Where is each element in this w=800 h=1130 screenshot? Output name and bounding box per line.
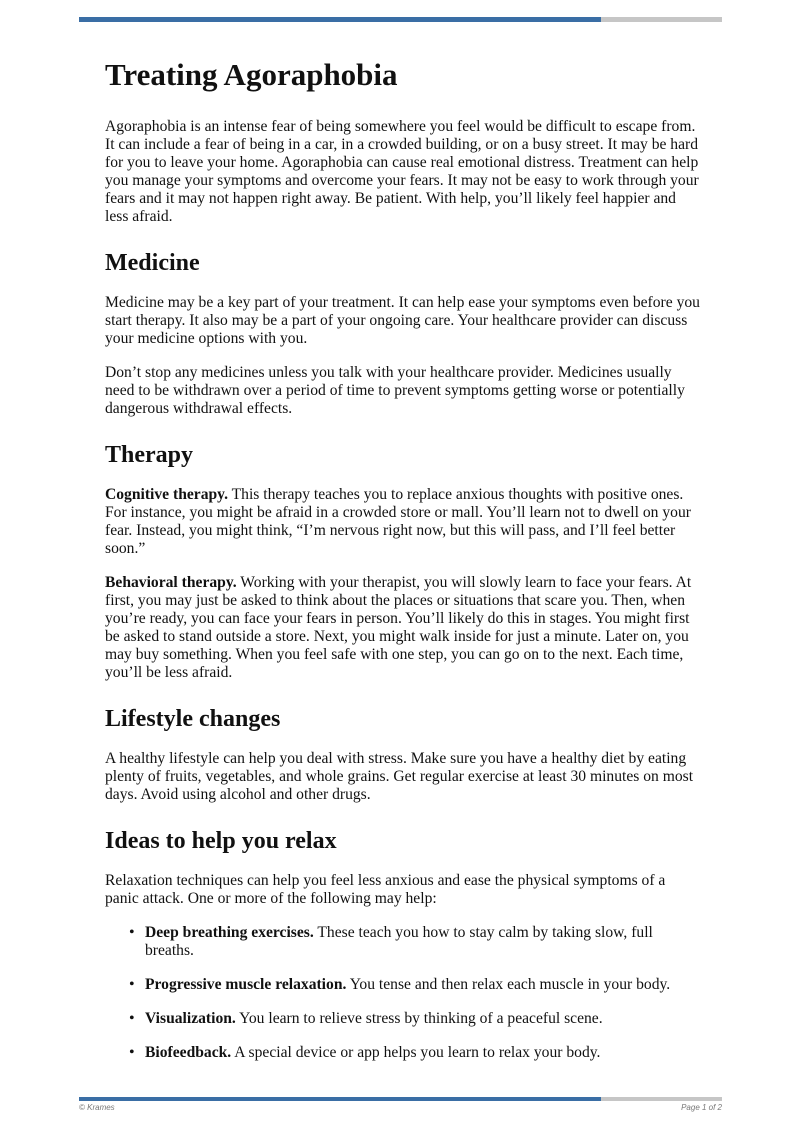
- list-item-visualization: [145, 1010, 701, 1028]
- lifestyle-heading: Lifestyle changes: [105, 706, 281, 732]
- document-body: [105, 56, 701, 1078]
- relax-heading: Ideas to help you relax: [105, 828, 337, 854]
- footer-rule-gray: [601, 1097, 722, 1101]
- footer-rule: [79, 1097, 722, 1101]
- list-item-text: You tense and then relax each muscle in your body.: [346, 976, 671, 993]
- list-item-label: Biofeedback.: [145, 1044, 232, 1061]
- list-item-text: You learn to relieve stress by thinking of a peaceful scene.: [235, 1010, 603, 1027]
- list-item-muscle-relaxation: [145, 976, 701, 994]
- header-rule-gray: [601, 17, 722, 22]
- list-item-label: Deep breathing exercises.: [145, 924, 314, 941]
- intro-paragraph: Agoraphobia is an intense fear of being somewhere you feel would be difficult to escape from. It can include a fear of being in a car, in a crowded building, or on a busy street. It may be hard for you to leave your home. Agoraphobia can cause real emotional distress. Treatment can help you manage your symptoms and overcome your fears. It may not be easy to work through your fears and it may not happen right away. Be patient. With help, you’ll likely feel happier and less afraid.: [105, 118, 699, 225]
- list-item-text: These teach you how to stay calm by taking slow, full breaths.: [145, 924, 653, 959]
- behavioral-therapy-label: Behavioral therapy.: [105, 574, 237, 591]
- behavioral-therapy-paragraph: [105, 574, 701, 682]
- list-item-text: A special device or app helps you learn to relax your body.: [231, 1044, 601, 1061]
- page-title: Treating Agoraphobia: [105, 57, 398, 92]
- header-rule-blue: [79, 17, 601, 22]
- footer-page-number: Page 1 of 2: [681, 1103, 722, 1112]
- therapy-heading: Therapy: [105, 442, 194, 468]
- medicine-heading: Medicine: [105, 250, 200, 276]
- behavioral-therapy-text: Working with your therapist, you will slowly learn to face your fears. At first, you may just be asked to think about the places or situations that scare you. Then, when you’re ready, you can face your fears in person. You’ll likely do this in stages. You might first be asked to stand outside a store. Next, you might walk inside for just a minute. Later on, you may buy something. When you feel safe with one step, you can go on to the next. Each time, you’ll be less afraid.: [105, 574, 692, 681]
- medicine-paragraph-1: Medicine may be a key part of your treatment. It can help ease your symptoms even before you start therapy. It also may be a part of your ongoing care. Your healthcare provider can discuss your medicine options with you.: [105, 294, 700, 347]
- cognitive-therapy-text: This therapy teaches you to replace anxious thoughts with positive ones. For instance, you might be afraid in a crowded store or mall. You’ll learn not to dwell on your fear. Instead, you might think, “I’m nervous right now, but this will pass, and I’ll feel better soon.”: [105, 486, 691, 557]
- list-item-deep-breathing: [145, 924, 701, 960]
- list-item-biofeedback: [145, 1044, 701, 1062]
- list-item-label: Progressive muscle relaxation.: [145, 976, 347, 993]
- medicine-paragraph-2: Don’t stop any medicines unless you talk with your healthcare provider. Medicines usually need to be withdrawn over a period of time to prevent symptoms getting worse or potentially dangerous withdrawal effects.: [105, 364, 685, 417]
- relax-list: [105, 924, 701, 1062]
- footer-copyright: © Krames: [79, 1103, 115, 1112]
- lifestyle-paragraph: A healthy lifestyle can help you deal with stress. Make sure you have a healthy diet by eating plenty of fruits, vegetables, and whole grains. Get regular exercise at least 30 minutes on most days. Avoid using alcohol and other drugs.: [105, 750, 694, 803]
- cognitive-therapy-paragraph: [105, 486, 701, 558]
- cognitive-therapy-label: Cognitive therapy.: [105, 486, 229, 503]
- list-item-label: Visualization.: [145, 1010, 236, 1027]
- relax-paragraph: Relaxation techniques can help you feel less anxious and ease the physical symptoms of a panic attack. One or more of the following may help:: [105, 872, 666, 907]
- header-rule: [79, 17, 722, 22]
- footer-rule-blue: [79, 1097, 601, 1101]
